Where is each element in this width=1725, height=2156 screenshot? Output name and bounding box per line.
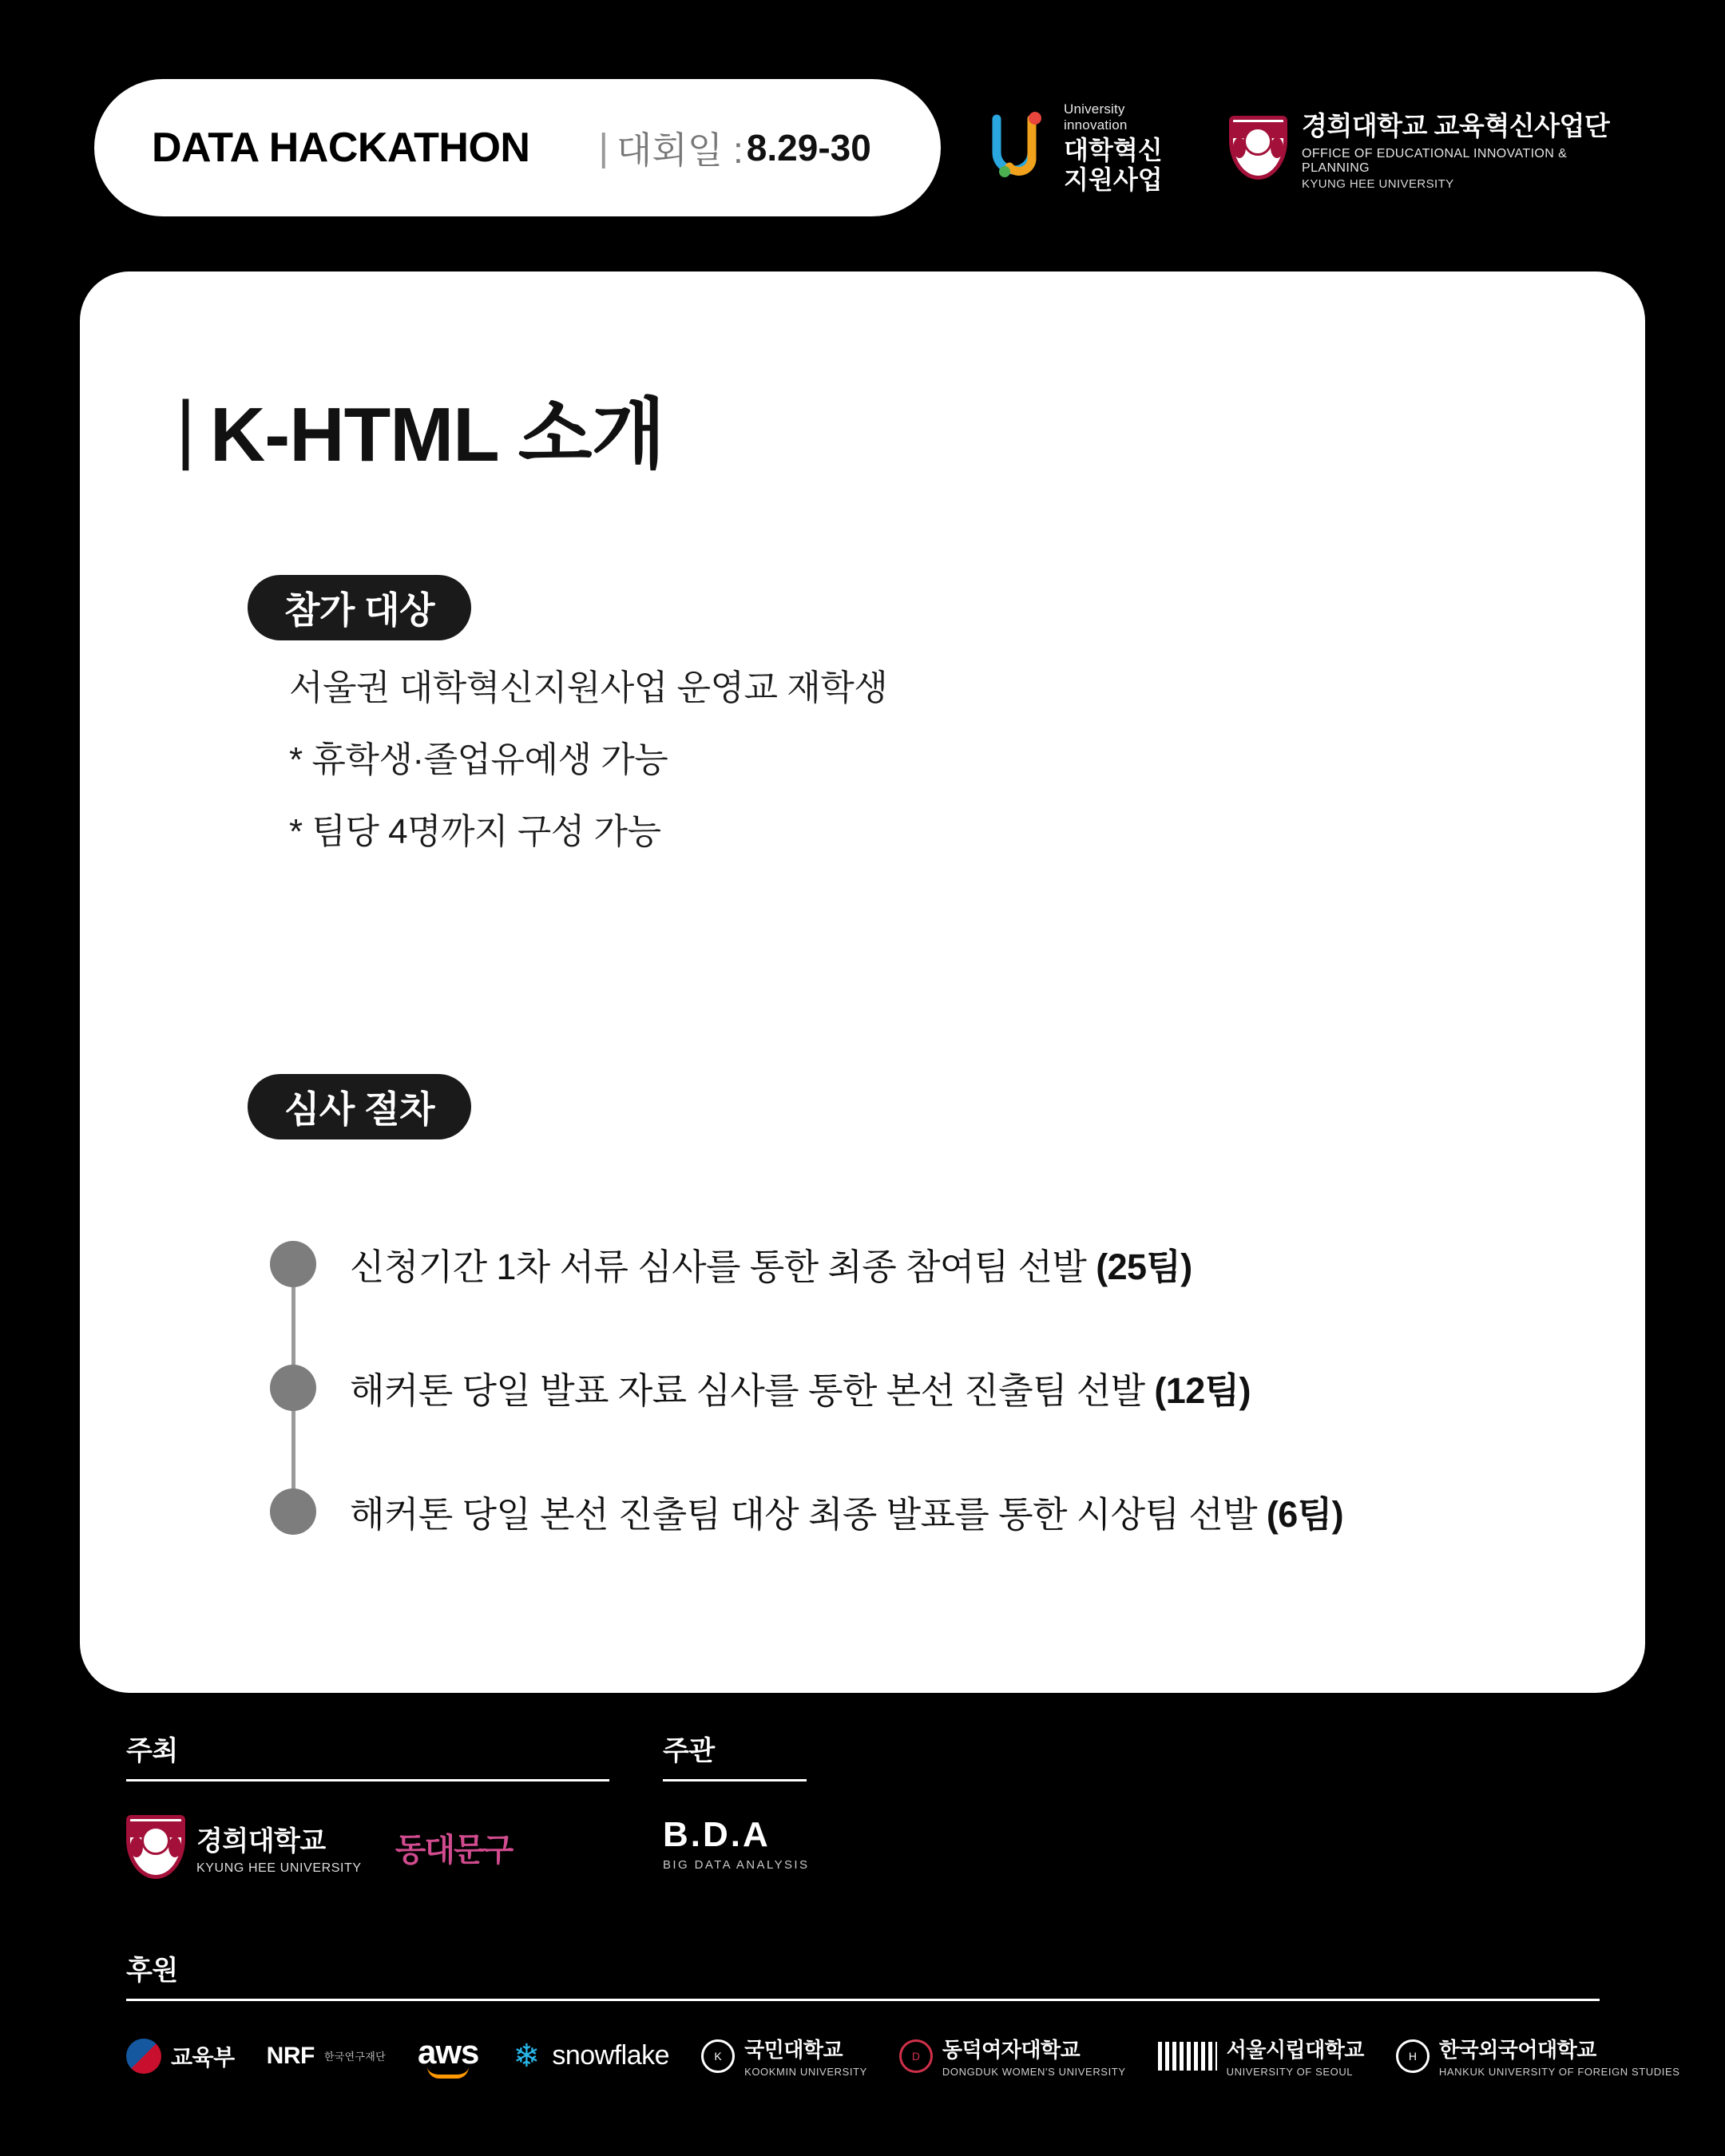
brand-title: DATA HACKATHON [152,125,530,171]
step-text: 해커톤 당일 본선 진출팀 대상 최종 발표를 통한 시상팀 선발 (6팀) [350,1494,1343,1535]
khu-crest-icon [1229,116,1287,180]
sponsor-moe [126,2039,235,2074]
snowflake-icon: ❄ [513,2038,541,2074]
organizer-label: 주관 [663,1736,715,1766]
sponsor-sub: KOOKMIN UNIVERSITY [744,2066,867,2078]
uos-bars-icon [1158,2042,1217,2071]
ddm-logo-icon: 동대문구 [395,1831,513,1869]
host-khu-logo [126,1815,362,1879]
participant-requirements [289,668,888,886]
sponsor-nrf [267,2043,386,2070]
host-label: 주최 [126,1736,178,1766]
uis-logo [985,101,1191,194]
step-text: 신청기간 1차 서류 심사를 통한 최종 참여팀 선발 (25팀) [350,1246,1192,1287]
host-logos [126,1815,613,1879]
list-item [270,1449,1588,1573]
bda-logo-icon [663,1815,809,1872]
organizer-block [663,1729,950,1872]
khu-logo-en2: KYUNG HEE UNIVERSITY [1302,176,1454,191]
uis-logo-icon [985,111,1053,184]
sponsor-aws [418,2033,478,2079]
sponsor-name: 서울시립대학교 [1226,2038,1364,2062]
host-block [126,1729,613,1879]
page-header [94,76,1636,220]
host-khu-kr: 경희대학교 [196,1825,326,1857]
kookmin-seal-icon: K [701,2039,735,2073]
sponsor-name: 한국외국어대학교 [1438,2038,1596,2062]
uis-logo-en: University innovation [1064,101,1128,133]
aws-smile-icon [427,2067,469,2079]
sponsor-name: snowflake [552,2040,670,2071]
step-text: 해커톤 당일 발표 자료 심사를 통한 본선 진출팀 선발 (12팀) [350,1370,1251,1411]
sponsor-snowflake [510,2040,669,2072]
khu-crest-icon [126,1815,185,1879]
sponsor-logos [126,2033,1680,2079]
host-khu-en: KYUNG HEE UNIVERSITY [196,1861,362,1875]
step-dot-icon [270,1488,316,1535]
sponsor-sub: HANKUK UNIVERSITY OF FOREIGN STUDIES [1438,2066,1680,2078]
sponsor-block [126,1948,1680,2079]
step-dot-icon [270,1365,316,1411]
sponsor-kookmin [701,2034,867,2078]
chip-participants: 참가 대상 [248,575,471,640]
hufs-seal-icon: H [1396,2039,1430,2073]
content-card [80,271,1645,1693]
nrf-icon: NRF [266,2042,315,2069]
section-target-heading [248,575,471,640]
page-title [176,374,664,483]
step-dot-icon [270,1241,316,1287]
divider [126,1999,1600,2001]
khu-logo [1229,105,1636,191]
requirement-line: * 휴학생·졸업유예생 가능 [289,740,668,779]
date-value: 8.29-30 [746,127,871,168]
page-title-text: K-HTML 소개 [209,392,665,478]
sponsor-sub: DONGDUK WOMEN'S UNIVERSITY [942,2066,1126,2078]
khu-logo-en1: OFFICE OF EDUCATIONAL INNOVATION & PLANNING [1302,146,1568,175]
sponsor-name: 교육부 [171,2044,235,2070]
khu-logo-text [1302,105,1636,191]
aws-icon: aws [417,2033,479,2071]
sponsor-label: 후원 [126,1956,178,1986]
sponsor-hufs [1396,2034,1680,2078]
list-item [270,1326,1588,1449]
taegeuk-icon [126,2039,161,2074]
dongduk-seal-icon: D [899,2039,933,2073]
sponsor-sub: UNIVERSITY OF SEOUL [1226,2066,1354,2078]
sponsor-dongduk [899,2034,1126,2078]
requirement-line: * 팀당 4명까지 구성 가능 [289,812,661,851]
event-date [598,121,870,174]
organizer-logos [663,1815,950,1872]
date-label: 대회일 : [616,129,744,171]
bda-sub: BIG DATA ANALYSIS [663,1858,810,1872]
title-pill [94,79,941,216]
section-judging-heading [248,1074,471,1139]
uis-logo-text [1064,101,1191,194]
chip-judging: 심사 절차 [248,1074,471,1139]
sponsor-sub: 한국연구재단 [323,2051,386,2063]
sponsor-name: 동덕여자대학교 [942,2038,1081,2062]
uis-logo-kr1: 대학혁신 [1064,136,1163,165]
list-item [270,1202,1588,1326]
title-tick: | [176,385,196,471]
sponsor-uos [1158,2034,1364,2078]
judging-steps [270,1202,1588,1573]
khu-logo-kr: 경희대학교 교육혁신사업단 [1302,110,1610,141]
divider [126,1779,609,1781]
divider-bar: | [598,126,609,169]
header-logos [985,101,1636,194]
sponsor-name: 국민대학교 [744,2038,843,2062]
uis-logo-kr2: 지원사업 [1064,164,1163,194]
bda-name: B.D.A [663,1815,771,1854]
requirement-line: 서울권 대학혁신지원사업 운영교 재학생 [289,668,888,707]
divider [663,1779,807,1781]
